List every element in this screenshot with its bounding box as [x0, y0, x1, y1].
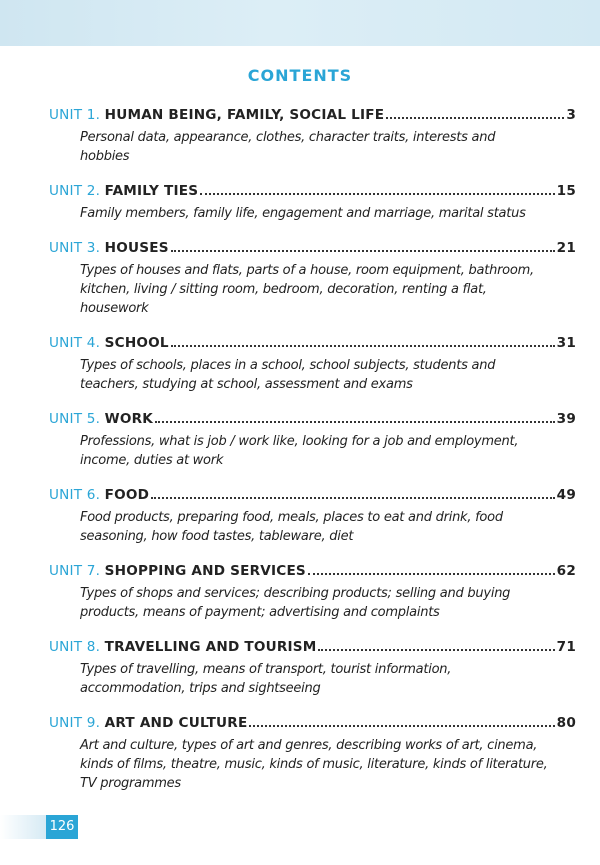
- toc-entry-heading: [49, 238, 576, 258]
- unit-title: SHOPPING AND SERVICES: [104, 563, 306, 579]
- toc-entry-heading: [49, 637, 576, 657]
- unit-title: FOOD: [104, 487, 150, 503]
- unit-title: FAMILY TIES: [104, 183, 199, 199]
- unit-label: UNIT 9.: [49, 715, 105, 731]
- dot-leader: [171, 250, 555, 252]
- unit-description: Types of schools, places in a school, school subjects, students and teachers, studying at school, assessment and exams: [80, 358, 496, 392]
- unit-label: UNIT 8.: [49, 639, 105, 655]
- unit-title: TRAVELLING AND TOURISM: [104, 639, 317, 655]
- unit-description: Personal data, appearance, clothes, character traits, interests and hobbies: [80, 130, 496, 164]
- unit-page-number: 39: [556, 411, 576, 427]
- unit-description: Types of houses and flats, parts of a house, room equipment, bathroom, kitchen, living / sitting room, bedroom, decoration, renting a flat, housework: [80, 263, 534, 316]
- toc-entry-unit-1[interactable]: [49, 105, 576, 166]
- unit-page-number: 31: [556, 335, 576, 351]
- toc-entry-unit-2[interactable]: [49, 181, 576, 223]
- unit-page-number: 62: [556, 563, 576, 579]
- page-title: CONTENTS: [247, 66, 353, 85]
- dot-leader: [249, 725, 554, 727]
- unit-label: UNIT 3.: [49, 240, 105, 256]
- unit-title: SCHOOL: [104, 335, 169, 351]
- toc-entry-unit-5[interactable]: [49, 409, 576, 470]
- toc-entry-unit-6[interactable]: [49, 485, 576, 546]
- unit-label: UNIT 5.: [49, 411, 105, 427]
- page-number: 126: [46, 815, 78, 839]
- toc-entry-unit-3[interactable]: [49, 238, 576, 318]
- dot-leader: [308, 573, 555, 575]
- unit-page-number: 3: [566, 107, 576, 123]
- unit-title: HUMAN BEING, FAMILY, SOCIAL LIFE: [104, 107, 385, 123]
- toc-entry-heading: [49, 409, 576, 429]
- toc-entry-heading: [49, 713, 576, 733]
- unit-page-number: 49: [556, 487, 576, 503]
- toc-entry-heading: [49, 181, 576, 201]
- unit-label: UNIT 1.: [49, 107, 105, 123]
- table-of-contents: [49, 105, 576, 808]
- dot-leader: [318, 649, 554, 651]
- unit-page-number: 71: [556, 639, 576, 655]
- unit-page-number: 80: [556, 715, 576, 731]
- unit-description: Types of shops and services; describing products; selling and buying products, means of payment; advertising and complaints: [80, 586, 511, 620]
- unit-page-number: 21: [556, 240, 576, 256]
- unit-label: UNIT 2.: [49, 183, 105, 199]
- toc-entry-heading: [49, 105, 576, 125]
- dot-leader: [155, 421, 555, 423]
- toc-entry-heading: [49, 561, 576, 581]
- unit-description: Types of travelling, means of transport, tourist information, accommodation, trips and sightseeing: [80, 662, 452, 696]
- unit-label: UNIT 7.: [49, 563, 105, 579]
- dot-leader: [171, 345, 555, 347]
- unit-title: HOUSES: [104, 240, 169, 256]
- unit-title: ART AND CULTURE: [104, 715, 248, 731]
- unit-description: Art and culture, types of art and genres, describing works of art, cinema, kinds of films, theatre, music, kinds of music, literature, kinds of literature, TV programmes: [80, 738, 548, 791]
- unit-label: UNIT 6.: [49, 487, 105, 503]
- bottom-decorative-band: [0, 815, 46, 839]
- dot-leader: [200, 193, 554, 195]
- unit-label: UNIT 4.: [49, 335, 105, 351]
- toc-entry-unit-7[interactable]: [49, 561, 576, 622]
- unit-description: Food products, preparing food, meals, places to eat and drink, food seasoning, how food tastes, tableware, diet: [80, 510, 503, 544]
- toc-entry-heading: [49, 333, 576, 353]
- toc-entry-unit-4[interactable]: [49, 333, 576, 394]
- toc-entry-heading: [49, 485, 576, 505]
- unit-page-number: 15: [556, 183, 576, 199]
- unit-description: Professions, what is job / work like, looking for a job and employment, income, duties at work: [80, 434, 519, 468]
- unit-title: WORK: [104, 411, 154, 427]
- top-decorative-band: [0, 0, 600, 46]
- unit-description: Family members, family life, engagement and marriage, marital status: [80, 206, 526, 221]
- toc-entry-unit-8[interactable]: [49, 637, 576, 698]
- toc-entry-unit-9[interactable]: [49, 713, 576, 793]
- dot-leader: [386, 117, 564, 119]
- dot-leader: [151, 497, 555, 499]
